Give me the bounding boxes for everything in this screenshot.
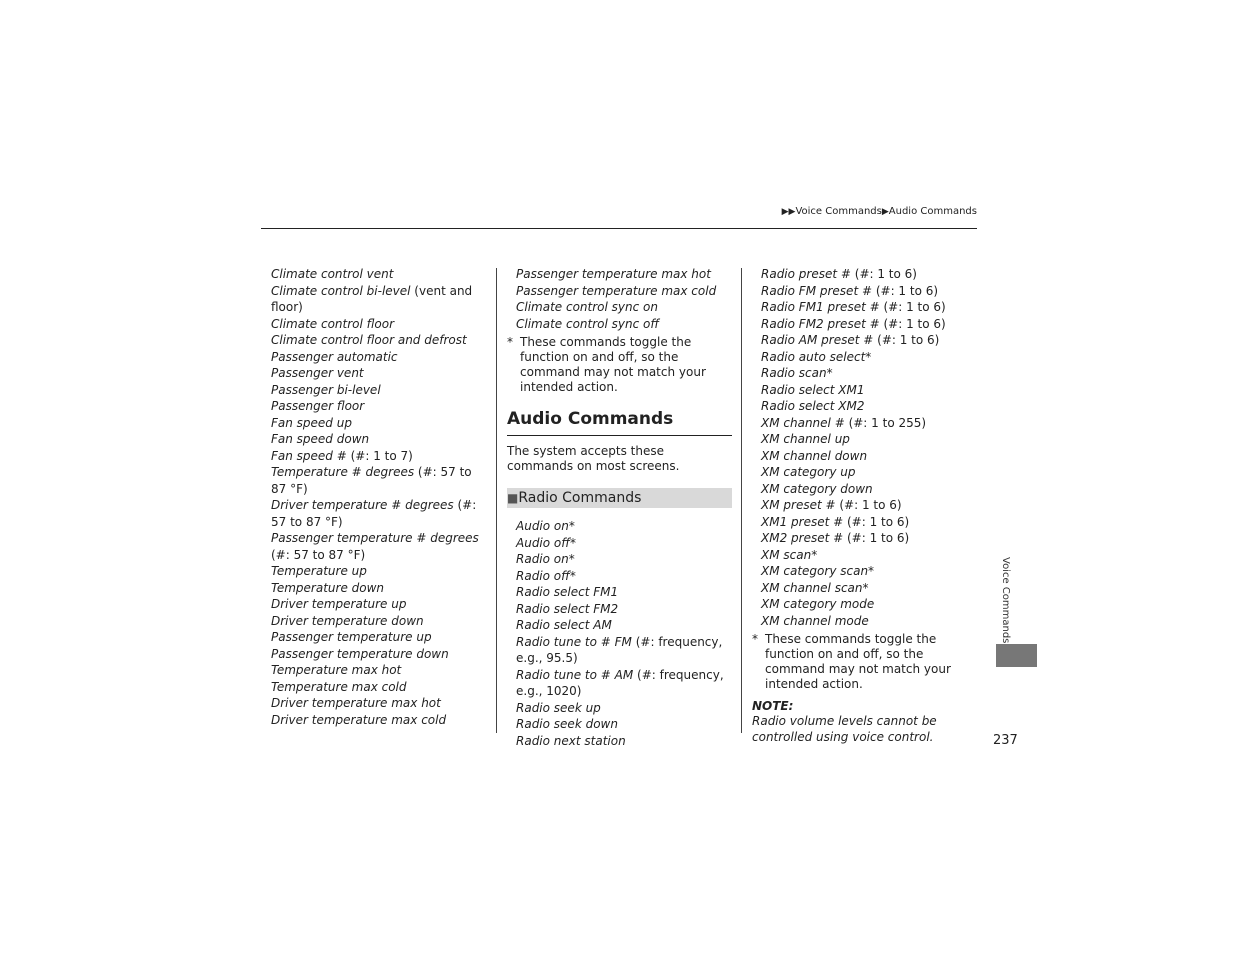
command-item	[516, 634, 732, 667]
command-item	[271, 431, 483, 448]
command-phrase: Radio select AM	[516, 618, 612, 632]
command-phrase: Climate control floor and defrost	[271, 333, 467, 347]
command-item	[271, 464, 483, 497]
command-phrase: Passenger temperature max cold	[516, 283, 717, 298]
command-phrase: Radio seek up	[516, 700, 601, 715]
command-phrase: Fan speed down	[271, 432, 370, 446]
command-item	[271, 596, 483, 613]
command-phrase: XM channel up	[761, 432, 850, 446]
command-phrase: Radio AM preset #	[761, 333, 874, 347]
command-phrase: Fan speed #	[271, 448, 347, 463]
command-phrase: Driver temperature # degrees	[271, 498, 454, 512]
command-phrase: XM channel down	[761, 448, 868, 463]
command-phrase: Radio select XM2	[761, 399, 865, 413]
side-tab-label[interactable]: Voice Commands	[1000, 557, 1011, 644]
command-note: *	[811, 547, 818, 562]
command-phrase: Radio off	[516, 568, 570, 583]
climate-commands-column	[271, 266, 483, 728]
command-phrase: XM1 preset #	[761, 514, 844, 529]
command-note: *	[826, 366, 833, 380]
command-item	[516, 551, 732, 568]
command-item	[761, 349, 972, 366]
section-heading: Audio Commands	[507, 409, 732, 436]
command-item	[761, 431, 972, 448]
command-phrase: Passenger temperature # degrees	[271, 531, 479, 545]
command-phrase: Climate control sync on	[516, 300, 658, 314]
command-item	[271, 646, 483, 663]
command-phrase: Temperature # degrees	[271, 465, 415, 479]
command-phrase: Driver temperature up	[271, 597, 407, 611]
command-item	[761, 398, 972, 415]
command-phrase: Passenger floor	[271, 399, 365, 413]
command-note: (#: frequency, e.g., 1020)	[516, 667, 724, 698]
note-title: NOTE:	[752, 699, 794, 713]
command-phrase: XM category up	[761, 465, 856, 479]
command-phrase: Radio FM2 preset #	[761, 316, 880, 331]
command-item	[516, 535, 732, 552]
command-phrase: Radio tune to # AM	[516, 667, 634, 682]
command-note: *	[865, 349, 872, 364]
command-item	[761, 382, 972, 399]
command-item	[761, 299, 972, 316]
command-phrase: XM channel scan	[761, 580, 863, 595]
command-list	[507, 518, 732, 749]
command-phrase: Temperature down	[271, 580, 385, 595]
command-note: (#: 1 to 6)	[843, 514, 910, 529]
command-phrase: Climate control floor	[271, 316, 395, 331]
column-divider	[741, 268, 742, 733]
command-phrase: XM category scan	[761, 564, 869, 578]
command-phrase: Temperature max hot	[271, 663, 402, 677]
command-phrase: Driver temperature max cold	[271, 712, 447, 727]
command-item	[761, 563, 972, 580]
command-note: (#: 1 to 6)	[872, 283, 939, 298]
command-item	[761, 596, 972, 613]
header-rule	[261, 228, 977, 229]
command-phrase: XM channel mode	[761, 613, 869, 628]
command-item	[271, 398, 483, 415]
command-phrase: Climate control vent	[271, 267, 394, 281]
breadcrumb-page: Audio Commands	[888, 206, 977, 217]
command-item	[761, 580, 972, 597]
command-item	[271, 629, 483, 646]
breadcrumb-section[interactable]: Voice Commands	[795, 206, 882, 217]
command-note: (vent and floor)	[271, 283, 473, 314]
command-phrase: Driver temperature max hot	[271, 696, 441, 710]
command-note: *	[862, 580, 869, 595]
footnote-star: *	[752, 632, 758, 646]
command-phrase: Temperature max cold	[271, 679, 407, 694]
command-note: (#: 1 to 6)	[873, 333, 940, 347]
command-phrase: Passenger vent	[271, 366, 364, 380]
command-note: (#: 57 to 87 °F)	[271, 465, 472, 496]
command-item	[271, 563, 483, 580]
column-divider	[496, 268, 497, 733]
command-phrase: XM category mode	[761, 597, 875, 611]
note-text: Radio volume levels cannot be controlled using voice control.	[752, 714, 937, 744]
command-item	[516, 700, 732, 717]
command-note: (#: 1 to 6)	[843, 531, 910, 545]
command-phrase: XM channel #	[761, 415, 845, 430]
footnote-text: These commands toggle the function on and off, so the command may not match your intended action.	[520, 335, 706, 394]
command-phrase: XM preset #	[761, 498, 836, 512]
command-item	[516, 518, 732, 535]
command-phrase: Radio FM preset #	[761, 283, 873, 298]
footnote	[507, 335, 732, 395]
command-item	[271, 679, 483, 696]
command-note: *	[569, 535, 576, 550]
command-note: (#: 57 to 87 °F)	[271, 498, 477, 529]
command-phrase: Passenger temperature up	[271, 630, 432, 644]
command-item	[761, 481, 972, 498]
command-item	[761, 547, 972, 564]
command-list	[507, 266, 732, 332]
command-item	[516, 733, 732, 750]
command-item	[516, 584, 732, 601]
command-phrase: Radio auto select	[761, 349, 866, 364]
subsection-heading	[507, 488, 732, 508]
command-item	[271, 415, 483, 432]
command-item	[271, 662, 483, 679]
command-phrase: Passenger bi-level	[271, 382, 381, 397]
command-item	[271, 712, 483, 729]
command-item	[516, 283, 732, 300]
command-list	[271, 266, 483, 728]
command-note: (#: 57 to 87 °F)	[271, 547, 366, 562]
command-item	[761, 464, 972, 481]
command-item	[271, 580, 483, 597]
command-note: *	[568, 552, 575, 566]
command-note: (#: 1 to 6)	[850, 267, 917, 281]
command-note: *	[568, 519, 575, 533]
command-phrase: Passenger temperature down	[271, 646, 449, 661]
command-item	[271, 530, 483, 563]
command-item	[516, 266, 732, 283]
command-phrase: XM2 preset #	[761, 531, 844, 545]
command-item	[761, 365, 972, 382]
command-note: (#: 1 to 6)	[879, 300, 946, 314]
command-phrase: Audio off	[516, 535, 570, 550]
command-phrase: Driver temperature down	[271, 613, 424, 628]
command-phrase: Radio seek down	[516, 717, 618, 731]
command-item	[761, 316, 972, 333]
command-phrase: Radio select XM1	[761, 382, 865, 397]
command-item	[761, 266, 972, 283]
command-phrase: Radio FM1 preset #	[761, 300, 880, 314]
command-phrase: Radio preset #	[761, 267, 851, 281]
command-phrase: Climate control bi-level	[271, 283, 411, 298]
command-item	[516, 299, 732, 316]
command-phrase: Passenger temperature max hot	[516, 267, 711, 281]
command-phrase: XM scan	[761, 547, 812, 562]
command-note: (#: frequency, e.g., 95.5)	[516, 634, 723, 665]
command-item	[271, 613, 483, 630]
command-phrase: Passenger automatic	[271, 349, 398, 364]
subsection-heading-text: Radio Commands	[518, 490, 642, 506]
command-item	[271, 266, 483, 283]
command-item	[761, 283, 972, 300]
command-item	[516, 667, 732, 700]
command-phrase: Temperature up	[271, 564, 367, 578]
command-phrase: Audio on	[516, 519, 569, 533]
footnote	[752, 632, 972, 692]
command-item	[516, 316, 732, 333]
command-item	[271, 695, 483, 712]
command-item	[761, 415, 972, 432]
command-item	[271, 332, 483, 349]
command-note: (#: 1 to 255)	[844, 415, 927, 430]
command-phrase: Climate control sync off	[516, 316, 660, 331]
page-number: 237	[993, 733, 1018, 748]
command-list	[752, 266, 972, 629]
square-bullet-icon: ■	[507, 491, 519, 505]
command-item	[516, 568, 732, 585]
command-note: (#: 1 to 6)	[879, 316, 946, 331]
command-phrase: XM category down	[761, 481, 873, 496]
command-item	[761, 530, 972, 547]
command-item	[761, 332, 972, 349]
command-phrase: Radio select FM1	[516, 585, 619, 599]
command-phrase: Radio next station	[516, 733, 626, 748]
breadcrumb	[782, 206, 977, 217]
command-item	[271, 497, 483, 530]
command-phrase: Fan speed up	[271, 415, 352, 430]
breadcrumb-marker: ▶▶	[781, 207, 796, 217]
command-item	[271, 382, 483, 399]
command-item	[271, 365, 483, 382]
command-item	[271, 349, 483, 366]
command-item	[761, 497, 972, 514]
command-phrase: Radio scan	[761, 366, 827, 380]
radio-commands-column	[752, 266, 972, 745]
command-item	[761, 613, 972, 630]
command-phrase: Radio select FM2	[516, 601, 619, 616]
command-item	[761, 514, 972, 531]
command-item	[271, 448, 483, 465]
command-item	[761, 448, 972, 465]
command-item	[516, 716, 732, 733]
command-item	[516, 601, 732, 618]
section-intro: The system accepts these commands on most screens.	[507, 444, 680, 473]
command-item	[516, 617, 732, 634]
audio-commands-column	[507, 266, 732, 749]
command-phrase: Radio tune to # FM	[516, 634, 632, 649]
command-note: *	[868, 564, 875, 578]
side-tab-marker	[996, 644, 1037, 667]
command-note: (#: 1 to 6)	[835, 498, 902, 512]
command-item	[271, 283, 483, 316]
command-item	[271, 316, 483, 333]
command-note: (#: 1 to 7)	[346, 448, 413, 463]
command-phrase: Radio on	[516, 552, 569, 566]
breadcrumb-separator: ▶	[881, 207, 889, 217]
footnote-star: *	[507, 335, 513, 349]
footnote-text: These commands toggle the function on and off, so the command may not match your intended action.	[765, 632, 951, 691]
command-note: *	[569, 568, 576, 583]
